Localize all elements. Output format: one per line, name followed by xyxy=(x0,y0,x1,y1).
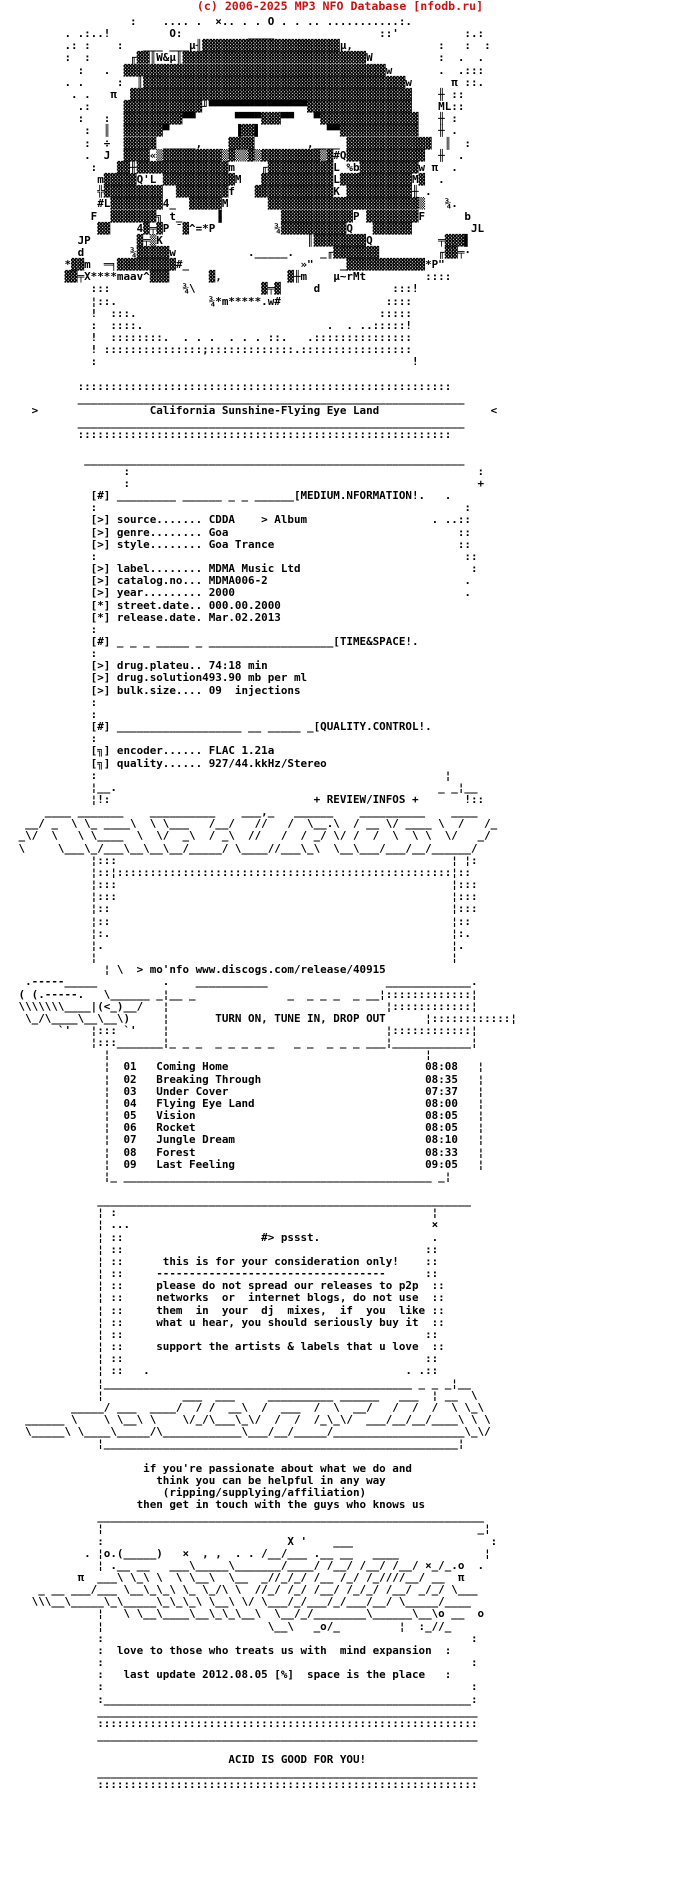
review-logo: : ¦ ¦__. _ _¦__ ¦!: + REVIEW/INFOS + !:: ____ _______ __________ ___,_ ______ __________ ____ __/ _ \ \_ ____\ \ \___ /__/ // / \__.\ / __ \/ ____ \ / /_ _\/ \ \ \____ \ \/ _\ / _\ // / / _/ \/ / / \ \ \ \/ _/ \ \___\_/___\__\__\__/_____/ \____//___\_\ \__\___/___/__/______/ ¦::: ¦ ¦: ¦::¦:::::::::::::::::::::::::::::::::::::::::::::::::::¦:: ¦::: ¦::: ¦::: ¦::: ¦:: ¦::: ¦:: ¦:: ¦:. ¦:. ¦. ¦. ¦ ¦ xyxy=(18,768,498,965)
release-info-block: : : : + [#] _________ ______ _ _ ______[MEDIUM.NFORMATION!. . : : [>] source....... CDDA > Album . ..:: [>] genre........ Goa :: [>] style........ Goa Trance :: : :: [>] label........ MDMA Music Ltd : [>] catalog.no... MDMA006-2 . [>] year......... 2000 . [*] street.date.. 000.00.2000 [*] release.date. Mar.02.2013 : [#] _ _ _ _____ _ ___________________[TIME&SPACE!. : [>] drug.plateu.. 74:18 min [>] drug.solution493.90 mb per ml [>] bulk.size.... 09 injections : : [#] ___________________ __ _____ _[QUALITY.CONTROL!. : [╗] encoder...... FLAC 1.21a [╗] quality...... 927/44.kkHz/Stereo xyxy=(12,464,485,770)
divider-bottom: __________________________________________________________ :::::::::::::::::::::::::::::::::::::::::::::::::::::::::: __________________________________________________________ xyxy=(97,1704,478,1743)
ascii-art-face: : .... . ×.. . . O . . .. ...........:. . .:..! O: ____ ::' :.: .: : : ___ ___µ╢▓▓▓▓▓▓▓▓▓▓▓▓▓▓▓▓▓▓▓▓▓µ, : : : : : ╓▓▓║W&µ║▓▓▓▓▓▓▓▓▓▓▓▓▓▓▓▓▓▓▓▓▓▓▓▓▓▓▓▓W : . . : . ▓▓▓▓▓▓▓▓▓▓▓▓▓▓▓▓▓▓▓▓▓▓▓▓▓▓▓▓▓▓▓▓▓▓▓▓▓▓▓▓w . .::: . . : ║▓▓▓▓▓▓▓▓▓▓▓▓▓▓▓▓▓▓▓▓▓▓▓▓▓▓▓▓▓▓▓▓▓▓▓▓▓▓▓▓w π ::. . . π ▓▓▓▓▓▓▓▓▓▓▓▓▓▓▓▓▓▓▓▓▓▓▓▓▓▓▓▓▓▓▓▓▓▓▓▓▓▓▓▓▓▓▓ ╫ :: .: ▓▓▓▓▓▓▓▓▓▓▓▓╜▀▀▀▀▀▀▀▀▀▀▀▀▀▀▀▓▓▓▓▓▓▓▓▓▓▓▓▓▓▓▓ ML:: : : ▓▓▓▓▓▓▓▓▓▀▀ ▀▀▀▀▓▓▓▀▀ ▀▓▓▓▓▓▓▓▓▓▓▓▓▓▓▓ ╫ : : ║ ▓▓▓▓▓▓▀ ▐▓▓▌ ▀▀▓▓▓▓▓▓▓▓▓▓▓▓ ╫ . : ÷ ▓▓▓▓▓ _____, ▓▓▓▓ ,____ ▓▓▓▓▓▓▓▓▓▓▓▓▓ ║ : . J ▓▓▓▓«▒▓▓▓▓▓▓▓▓▓▒▓▒▒▓▒▓▓▓▓▓▓▓▓▓▒▓#Q▓▓▓▓▓▓▓▓▓▓▓▓ ╫ . : ▓▓╫▓▓▓▓▓▓▓▓▓▓▓▓▓▓m ╓▓▓▓▓▓▓▓▓▓▓L %b▓▓▓▓▓▓▓▓▓w π . m▓▓▓▓▓Q'L ▓▓▓▓▓▓▓▓▓▓▓M ▓▓▓▓▓▓▓▓▓▓▓L▓▓▓▓▓▓▓▓▓▓▓M▓ . ╬▓▓▓▓▓▓▓▓▓ ▓▓▓▓▓▓▓▓f ▓▓▓▓▓▓▓▓▓▓▓▓K ▓▓▓▓▓▓▓▓▓▓╫ . #L▓▓▓▓▓▓▓▓4_ ▓▓▓▓▓M ▓▓▓▓▓▓▓▓▓▓▓▓▓▓▓▓▓▓▓▓▓▓▓▒ ¾. F ▓▓▓▓▓▓▓╗ t_ ▐ ▓▓▓▓▓▓▓▓▓▓▓P ▓▓▓▓▓▓▓▓F b ▓▓ 4▓╤▓P ¯▓^=*P ¾▓▓▓▓▓▓▓▓▓▓Q ▓▓▓▓▓▓ JL JP ▓╤▒K ║▓▓▓▓▓▓▓▓Q ╤▓▓▓▌ d ¾▓▓▓▓▓w ._____. _╓▓▓▓▓▓▓▓ ╓▓▓╤· *▓▓m ═╕▓▓▓▓▓▓▓▓▓#_ »" _▓▓▓▓▓▓▓▓▓▓▓▓*P" ▓▓╤X****maav^▓▓▓ ▓, ▓╫m µ~rMt :::: ::: ¾\ ▓╤▓ d :::! ¦::. ¾*m*****.w# :::: ! :::. ::::: : ::::. . . ..:::::! ! ::::::::. . . . . . . ::. .::::::::::::::: ! :::::::::::::::;:::::::::::::.::::::::::::::::: : ! xyxy=(64,16,491,369)
divider-final: __________________________________________________________ :::::::::::::::::::::::::::::::::::::::::::::::::::::::::: xyxy=(97,1765,478,1791)
tagline-frame: .-----_____ . ___________ _____________. ( (.-----. \______ _¦__ _ _ _ _ _ _ __¦:::::::::::::¦ \\\\\\\____|(<_)__/ ¦ ¦::::::::::::¦ \_/\____\__\__\) ¦ TURN ON, TUNE IN, DROP OUT ¦::::::::::::¦ `' ¦::: `' ¦ ¦::::::::::::¦ ¦:::_______¦_ _ _ _ _ _ _ _ _ _ _ _ _ ___¦____________¦ xyxy=(18,975,517,1050)
footer-love: : love to those who treats us with mind expansion : xyxy=(12,1643,452,1657)
track-row: 07 Jungle Dream 08:10 xyxy=(123,1133,458,1147)
divider-top: ::::::::::::::::::::::::::::::::::::::::::::::::::::::::: ___________________________________________________________ xyxy=(77,379,465,405)
track-row: 05 Vision 08:05 xyxy=(123,1109,458,1123)
acid-line: ACID IS GOOD FOR YOU! xyxy=(12,1753,367,1767)
discogs-link[interactable]: ¦ \ > mo'nfo www.discogs.com/release/40915 xyxy=(12,963,386,977)
footer-update: : last update 2012.08.05 [%] space is the place : xyxy=(12,1668,452,1682)
psst-box: ¦ : ¦ ¦ ... × ¦ :: #> pssst. . ¦ :: :: ¦ :: this is for your consideration only! :: ¦ :: ----------------------------------- :: ¦ :: please do not spread our releases to p2p :: ¦ :: networks or internet blogs, do not use :: ¦ :: them in your dj mixes, if you like :: ¦ :: what u hear, you should seriously buy it :: ¦ :: :: ¦ :: support the artists & labels that u love :: ¦ :: :: ¦ :: . . .:: xyxy=(12,1206,445,1378)
tagline: TURN ON, TUNE IN, DROP OUT xyxy=(215,1011,386,1025)
track-row: 03 Under Cover 07:37 xyxy=(123,1084,458,1098)
track-row: 02 Breaking Through 08:35 xyxy=(123,1072,458,1086)
track-row: 09 Last Feeling 09:05 xyxy=(123,1157,458,1171)
track-row: 06 Rocket 08:05 xyxy=(123,1121,458,1135)
site-header: (c) 2006-2025 MP3 NFO Database [nfodb.ru] xyxy=(196,0,484,13)
track-row: 04 Flying Eye Land 08:00 xyxy=(123,1096,458,1110)
bottom-logo: ___________________________________________________________ ¦ _¦ : X ' ___ : . ¦o.(_____) × , , . . /__/___ .__ __ ____ ¦ ¦ .__ __ ___\_____\_______/____/ /__/ /__/ /__/ ×_/_.o . π ___\ \_\ \ \ \__\ \__ _//_/_/ /__ /_/ /_////__/ __ π _ __ ___/___ \__\_\_\ \_ \_/\ \ //_/ /_/ /__/ /_/_/ /__/ _/_/ \___ \\\__\_____\_\_____\_\_\_\ \__\ \/ \___/_/___/_/___/__/ \_____/____ ¦ \ \__\____\__\_\_\__\ \__/_/________\______\__\o __ o ¦ \__\ _o/_ ¦ :_//_ : : xyxy=(31,1510,498,1645)
contact-text: if you're passionate about what we do and think you can be helpful in any way (ripping/supplying/affiliation) then get in touch with the guys who knows us xyxy=(12,1461,426,1512)
tracklist: ¦ ¦ ¦ 01 Coming Home 08:08 ¦ ¦ 02 Breaking Through 08:35 ¦ ¦ 03 Under Cover 07:37 ¦ ¦ 04 Flying Eye Land 08:00 ¦ ¦ 05 Vision 08:05 ¦ ¦ 06 Rocket 08:05 ¦ ¦ 07 Jungle Dream 08:10 ¦ ¦ 08 Forest 08:33 ¦ ¦ 09 Last Feeling 09:05 ¦ ¦_ _______________________________________________ _¦ _________________________________________________________ xyxy=(97,1048,485,1208)
nfo-document: : .... . ×.. . . O . . .. ...........:. . .:..! O: ____ ::' :.: .: : : ___ ___µ╢▓▓▓▓▓▓▓▓▓▓▓▓▓▓▓▓▓▓▓▓▓µ, : : : : : ╓▓▓║W&µ║▓▓▓▓▓▓▓▓▓▓▓▓▓▓▓▓▓▓▓▓▓▓▓▓▓▓▓▓W : . . : . ▓▓▓▓▓▓▓▓▓▓▓▓▓▓▓▓▓▓▓▓▓▓▓▓▓▓▓▓▓▓▓▓▓▓▓▓▓▓▓▓w . .::: . . : ║▓▓▓▓▓▓▓▓▓▓▓▓▓▓▓▓▓▓▓▓▓▓▓▓▓▓▓▓▓▓▓▓▓▓▓▓▓▓▓▓w π ::. . . π ▓▓▓▓▓▓▓▓▓▓▓▓▓▓▓▓▓▓▓▓▓▓▓▓▓▓▓▓▓▓▓▓▓▓▓▓▓▓▓▓▓▓▓ ╫ :: .: ▓▓▓▓▓▓▓▓▓▓▓▓╜▀▀▀▀▀▀▀▀▀▀▀▀▀▀▀▓▓▓▓▓▓▓▓▓▓▓▓▓▓▓▓ ML:: : : ▓▓▓▓▓▓▓▓▓▀▀ ▀▀▀▀▓▓▓▀▀ ▀▓▓▓▓▓▓▓▓▓▓▓▓▓▓▓ ╫ : : ║ ▓▓▓▓▓▓▀ ▐▓▓▌ ▀▀▓▓▓▓▓▓▓▓▓▓▓▓ ╫ . : ÷ ▓▓▓▓▓ _____, ▓▓▓▓ ,____ ▓▓▓▓▓▓▓▓▓▓▓▓▓ ║ : . J ▓▓▓▓«▒▓▓▓▓▓▓▓▓▓▒▓▒▒▓▒▓▓▓▓▓▓▓▓▓▒▓#Q▓▓▓▓▓▓▓▓▓▓▓▓ ╫ . : ▓▓╫▓▓▓▓▓▓▓▓▓▓▓▓▓▓m ╓▓▓▓▓▓▓▓▓▓▓L %b▓▓▓▓▓▓▓▓▓w π . m▓▓▓▓▓Q'L ▓▓▓▓▓▓▓▓▓▓▓M ▓▓▓▓▓▓▓▓▓▓▓L▓▓▓▓▓▓▓▓▓▓▓M▓ . ╬▓▓▓▓▓▓▓▓▓ ▓▓▓▓▓▓▓▓f ▓▓▓▓▓▓▓▓▓▓▓▓K ▓▓▓▓▓▓▓▓▓▓╫ . #L▓▓▓▓▓▓▓▓4_ ▓▓▓▓▓M ▓▓▓▓▓▓▓▓▓▓▓▓▓▓▓▓▓▓▓▓▓▓▓▒ ¾. F ▓▓▓▓▓▓▓╗ t_ ▐ ▓▓▓▓▓▓▓▓▓▓▓P ▓▓▓▓▓▓▓▓F b ▓▓ 4▓╤▓P ¯▓^=*P ¾▓▓▓▓▓▓▓▓▓▓Q ▓▓▓▓▓▓ JL JP ▓╤▒K ║▓▓▓▓▓▓▓▓Q ╤▓▓▓▌ d ¾▓▓▓▓▓w ._____. _╓▓▓▓▓▓▓▓ ╓▓▓╤· *▓▓m ═╕▓▓▓▓▓▓▓▓▓#_ »" _▓▓▓▓▓▓▓▓▓▓▓▓*P" ▓▓╤X****maav^▓▓▓ ▓, ▓╫m µ~rMt :::: ::: ¾\ ▓╤▓ d :::! ¦::. ¾*m*****.w# :::: ! :::. ::::: : ::::. . . ..:::::! ! ::::::::. . . . . . . ::. .::::::::::::::: ! :::::::::::::::;:::::::::::::.::::::::::::::::: : ! ::::::::::::::::::::::::::::::::::::::::::::::::::::::::: ___________________________________________________________ > California Sunshine-Flying Eye Land < ___________________________________________________________ ::::::::::::::::::::::::::::::::::::::::::::::::::::::::: __________________________________________________________ : : : + [#] _________ ______ _ _ ______[MEDIUM.NFORMATION!. . : : [>] source....... CDDA > Album . ..:: [>] genre........ Goa :: [>] style........ Goa Trance :: : :: [>] label........ MDMA Music Ltd : [>] catalog.no... MDMA006-2 . [>] year......... 2000 . [*] street.date.. 000.00.2000 [*] release.date. Mar.02.2013 : [#] _ _ _ _____ _ ___________________[TIME&SPACE!. : [>] drug.plateu.. 74:18 min [>] drug.solution493.90 mb per ml [>] bulk.size.... 09 injections : : [#] ___________________ __ _____ _[QUALITY.CONTROL!. : [╗] encoder...... FLAC 1.21a [╗] quality...... 927/44.kkHz/Stereo : ¦ ¦__. _ _¦__ ¦!: + REVIEW/INFOS + !:: ____ _______ __________ ___,_ ______ __________ ____ __/ _ \ \_ ____\ \ \___ /__/ // / \__.\ / __ \/ ____ \ / /_ _\/ \ \ \____ \ \/ _\ / _\ // / / _/ \/ / / \ \ \ \/ _/ \ \___\_/___\__\__\__/_____/ \____//___\_\ \__\___/___/__/______/ ¦::: ¦ ¦: ¦::¦:::::::::::::::::::::::::::::::::::::::::::::::::::¦:: ¦::: ¦::: ¦::: ¦::: ¦:: ¦::: ¦:: ¦:: ¦:. ¦:. ¦. ¦. ¦ ¦ ¦ \ > mo'nfo www.discogs.com/release/40915 .-----_____ . ___________ _____________. ( (.-----. \______ _¦__ _ _ _ _ _ _ __¦:::::::::::::¦ \\\\\\\____|(<_)__/ ¦ ¦::::::::::::¦ \_/\____\__\__\) ¦ TURN ON, TUNE IN, DROP OUT ¦::::::::::::¦ `' ¦::: `' ¦ ¦::::::::::::¦ ¦:::_______¦_ _ _ _ _ _ _ _ _ _ _ _ _ ___¦____________¦ ¦ ¦ ¦ 01 Coming Home 08:08 ¦ ¦ 02 Breaking Through 08:35 ¦ ¦ 03 Under Cover 07:37 ¦ ¦ 04 Flying Eye Land 08:00 ¦ ¦ 05 Vision 08:05 ¦ ¦ 06 Rocket 08:05 ¦ ¦ 07 Jungle Dream 08:10 ¦ ¦ 08 Forest 08:33 ¦ ¦ 09 Last Feeling 09:05 ¦ ¦_ _______________________________________________ _¦ _________________________________________________________ ¦ : ¦ ¦ ... × ¦ :: #> pssst. . ¦ :: :: ¦ :: this is for your consideration only! :: ¦ :: ----------------------------------- :: ¦ :: please do not spread our releases to p2p :: ¦ :: networks or internet blogs, do not use :: ¦ :: them in your dj mixes, if you like :: ¦ :: what u hear, you should seriously buy it :: ¦ :: :: ¦ :: support the artists & labels that u love :: ¦ :: :: ¦ :: . . .:: ¦_______________________________________________ _ _ _¦__ ¦ ___ ___ __________ ______ ___ ¦ __ \ _____/ ___ ____/ / / __\ / ___ / \ __/ / / / \ \_\ ______ \ \ \__\ \ \/_/\___\_\/ / / /_\_\/ ___/__/__/____\ \ \ \_____\ \____\_____/\____________\___/__/_____/____________________\_\/ ¦______________________________________________________¦ if you're passionate about what we do and think you can be helpful in any way (ripping/supplying/affiliation) then get in touch with the guys who knows us ___________________________________________________________ ¦ _¦ : X ' ___ : . ¦o.(_____) × , , . . /__/___ .__ __ ____ ¦ ¦ .__ __ ___\_____\_______/____/ /__/ /__/ /__/ ×_/_.o . π ___\ \_\ \ \ \__\ \__ _//_/_/ /__ /_/ /_////__/ __ π _ __ ___/___ \__\_\_\ \_ \_/\ \ //_/ /_/ /__/ /_/_/ /__/ _/_/ \___ \\\__\_____\_\_____\_\_\_\ \__\ \/ \___/_/___/_/___/__/ \_____/____ ¦ \ \__\____\__\_\_\__\ \__/_/________\______\__\o __ o ¦ \__\ _o/_ ¦ :_//_ : : : love to those who treats us with mind expansion : : : : last update 2012.08.05 [%] space is the place : : : :________________________________________________________: __________________________________________________________ :::::::::::::::::::::::::::::::::::::::::::::::::::::::::: __________________________________________________________ ACID IS GOOD FOR YOU! __________________________________________________________ :::::::::::::::::::::::::::::::::::::::::::::::::::::::::: xyxy=(12,16,517,1791)
track-row: 01 Coming Home 08:08 xyxy=(123,1060,458,1074)
middle-logo: ¦_______________________________________________ _ _ _¦__ ¦ ___ ___ __________ ______ ___ ¦ __ \ _____/ ___ ____/ / / __\ / ___ / \ __/ / / / \ \_\ ______ \ \ \__\ \ \/_/\___\_\/ / / /_\_\/ ___/__/__/____\ \ \ \_____\ \____\_____/\____________\___/__/_____/____________________\_\/ ¦______________________________________________________¦ xyxy=(25,1376,491,1451)
divider-title: ___________________________________________________________ ::::::::::::::::::::::::::::::::::::::::::::::::::::::::: __________________________________________________________ xyxy=(77,416,465,466)
track-row: 08 Forest 08:33 xyxy=(123,1145,458,1159)
release-title: > California Sunshine-Flying Eye Land < xyxy=(12,404,498,417)
